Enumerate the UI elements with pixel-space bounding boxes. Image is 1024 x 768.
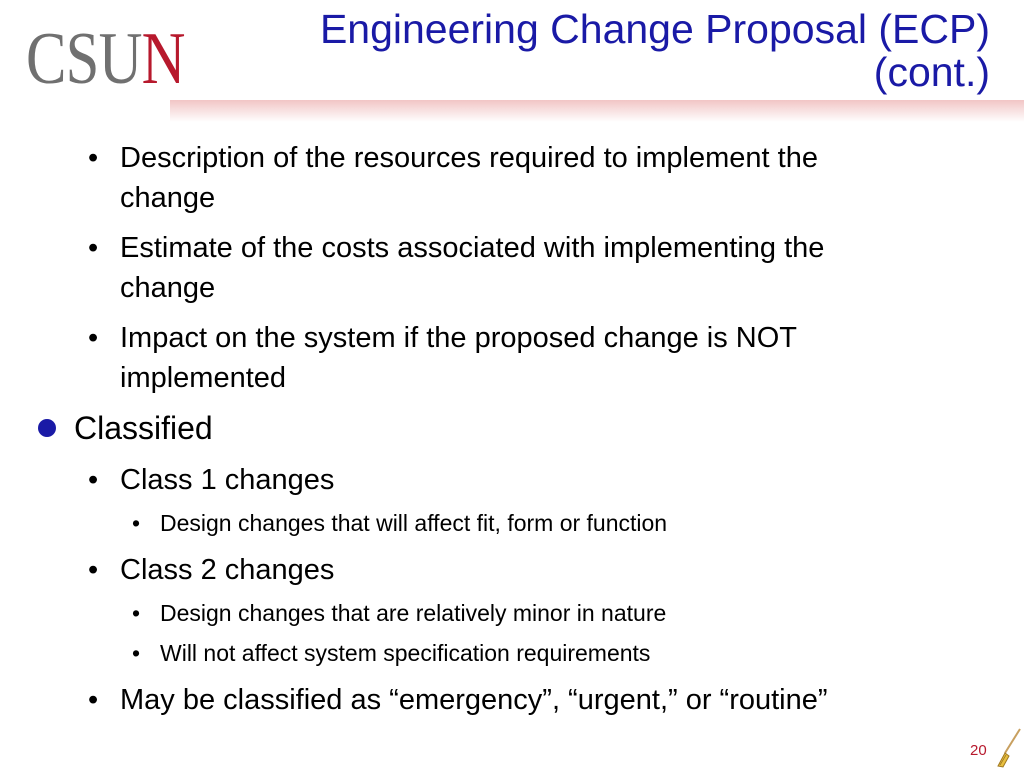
bullet-text: Class 2 changes	[120, 554, 335, 586]
bullet-text: Description of the resources required to implement the	[120, 142, 818, 174]
sub-bullet-minor-nature	[132, 598, 666, 628]
bullet-text-continued: change	[120, 182, 216, 214]
bullet-text-continued: implemented	[120, 362, 287, 394]
bullet-class-1	[88, 460, 968, 500]
bullet-marker: •	[88, 554, 99, 586]
circle-bullet-icon	[38, 419, 56, 437]
logo-text-csu: CSU	[26, 18, 142, 100]
bullet-classified	[38, 408, 213, 448]
bullet-costs	[88, 228, 968, 308]
page-number: 20	[970, 742, 987, 759]
bullet-marker: •	[132, 640, 141, 666]
bullet-text: May be classified as “emergency”, “urgent,” or “routine”	[120, 684, 828, 716]
bullet-text: Impact on the system if the proposed change is NOT	[120, 322, 797, 354]
bullet-text: Will not affect system specification requirements	[160, 640, 651, 666]
bullet-marker: •	[88, 464, 99, 496]
bullet-emergency	[88, 680, 968, 720]
sub-bullet-fit-form-function	[132, 508, 667, 538]
bullet-marker: •	[132, 600, 141, 626]
sub-bullet-spec-requirements	[132, 638, 650, 668]
logo-text-n: N	[141, 18, 185, 100]
bullet-text: Design changes that will affect fit, form or function	[160, 510, 668, 536]
bullet-text: Design changes that are relatively minor in nature	[160, 600, 667, 626]
broom-icon	[994, 728, 1022, 768]
bullet-marker: •	[88, 684, 99, 716]
bullet-marker: •	[132, 510, 141, 536]
slide-title-line-1: Engineering Change Proposal (ECP)	[319, 6, 990, 52]
bullet-text: Class 1 changes	[120, 464, 335, 496]
bullet-class-2	[88, 550, 968, 590]
bullet-marker: •	[88, 322, 99, 354]
bullet-text-continued: change	[120, 272, 216, 304]
bullet-resources	[88, 138, 968, 218]
bullet-text: Estimate of the costs associated with implementing the	[120, 232, 825, 264]
bullet-marker: •	[88, 142, 99, 174]
slide-title-line-2: (cont.)	[873, 49, 990, 95]
bullet-text: Classified	[74, 410, 213, 446]
bullet-impact	[88, 318, 968, 398]
bullet-marker: •	[88, 232, 99, 264]
